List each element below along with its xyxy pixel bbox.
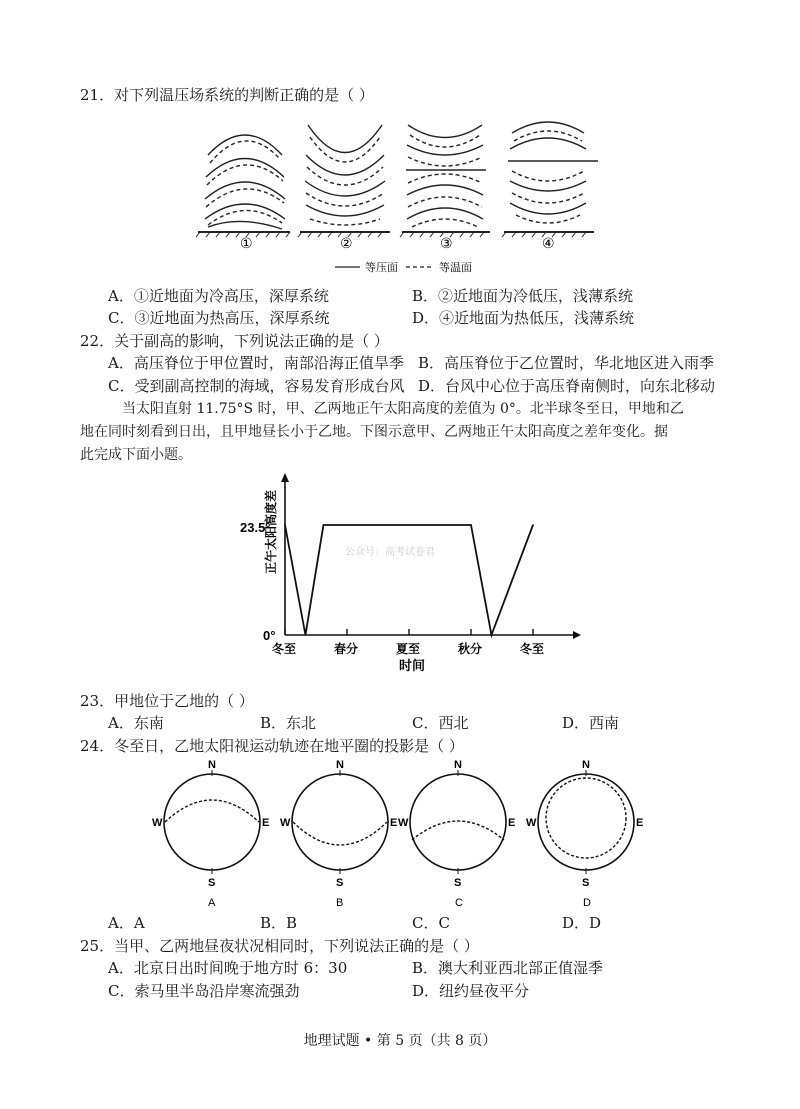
q24-option-a: A．A (108, 914, 145, 932)
series-line (285, 525, 533, 635)
q24-circle-a (152, 759, 269, 909)
svg-text:W: W (280, 817, 291, 829)
noon-sun-altitude-chart (215, 470, 595, 684)
q21-option-a: A．①近地面为冷高压，深厚系统 (108, 287, 329, 305)
svg-text:C: C (455, 897, 463, 909)
q22-option-a: A．高压脊位于甲位置时，南部沿海正值旱季 (108, 354, 404, 372)
q24-circle-c (398, 759, 515, 909)
x-tick-label: 秋分 (458, 642, 483, 656)
svg-text:E: E (390, 817, 398, 829)
q21-stem: 21．对下列温压场系统的判断正确的是（ ） (80, 86, 374, 104)
q23-option-b: B．东北 (260, 714, 317, 732)
q21-label-2: ② (340, 235, 353, 251)
svg-text:S: S (582, 877, 590, 889)
q25-option-b: B．澳大利亚西北部正值湿季 (412, 959, 604, 977)
q22-option-b: B．高压脊位于乙位置时，华北地区进入雨季 (418, 354, 715, 372)
svg-text:N: N (336, 759, 344, 771)
svg-text:S: S (208, 877, 216, 889)
q21-panel-3 (400, 125, 490, 237)
q21-label-1: ① (240, 235, 253, 251)
x-axis-arrow (573, 631, 581, 639)
q25-stem: 25．当甲、乙两地昼夜状况相同时，下列说法正确的是（ ） (80, 937, 479, 955)
q21-panel-2 (298, 125, 390, 237)
q24-option-d: D．D (562, 914, 602, 932)
watermark: 公众号：高考试卷君 (345, 547, 435, 558)
q21-panel-1 (196, 135, 290, 237)
x-tick-label: 冬至 (520, 642, 545, 656)
q24-option-b: B．B (260, 914, 298, 932)
x-tick-label: 夏至 (396, 642, 421, 656)
x-axis-label: 时间 (399, 658, 426, 673)
q24-option-c: C．C (412, 914, 450, 932)
q21-option-b: B．②近地面为冷低压，浅薄系统 (412, 287, 634, 305)
svg-text:D: D (583, 897, 591, 909)
q21-option-c: C．③近地面为热高压，深厚系统 (108, 309, 330, 327)
q21-label-4: ④ (542, 235, 555, 251)
svg-text:E: E (508, 817, 516, 829)
svg-text:A: A (208, 897, 216, 909)
y-tick-23-5: 23.5° (240, 520, 271, 535)
q23-option-d: D．西南 (562, 714, 620, 732)
q21-label-3: ③ (440, 235, 453, 251)
q21-option-d: D．④近地面为热低压，浅薄系统 (412, 309, 635, 327)
q21-panel-4 (502, 122, 598, 237)
svg-text:N: N (454, 759, 462, 771)
q21-figure (190, 115, 610, 284)
q24-stem: 24．冬至日，乙地太阳视运动轨迹在地平圈的投影是（ ） (80, 737, 464, 755)
passage-line-2: 地在同时刻看到日出，且甲地昼长小于乙地。下图示意甲、乙两地正午太阳高度之差年变化。据 (80, 424, 668, 440)
legend-isobar-label: 等压面 (365, 262, 398, 274)
svg-text:N: N (582, 759, 590, 771)
q23-option-a: A．东南 (108, 714, 164, 732)
y-tick-0: 0° (263, 628, 276, 643)
y-axis-arrow (281, 473, 289, 482)
q24-circle-d (526, 759, 643, 909)
svg-text:E: E (262, 817, 270, 829)
q25-option-d: D．纽约昼夜平分 (412, 982, 530, 1000)
q24-figure (140, 758, 660, 917)
svg-text:E: E (636, 817, 644, 829)
legend-isotherm-label: 等温面 (439, 262, 472, 274)
passage-line-3: 此完成下面小题。 (80, 447, 192, 463)
q22-stem: 22．关于副高的影响，下列说法正确的是（ ） (80, 332, 389, 350)
q22-option-c: C．受到副高控制的海域，容易发育形成台风 (108, 377, 405, 395)
q25-option-c: C．索马里半岛沿岸寒流强劲 (108, 982, 300, 1000)
q24-circle-b (280, 759, 397, 909)
y-axis-label: 正午太阳高度差 (264, 489, 278, 574)
page-footer: 地理试题 • 第 5 页（共 8 页） (303, 1033, 497, 1049)
x-tick-label: 春分 (334, 642, 359, 656)
q25-option-a: A．北京日出时间晚于地方时 6：30 (108, 959, 348, 977)
svg-text:W: W (398, 817, 409, 829)
svg-text:N: N (208, 759, 216, 771)
q23-stem: 23．甲地位于乙地的（ ） (80, 692, 254, 710)
passage-line-1: 当太阳直射 11.75°S 时，甲、乙两地正午太阳高度的差值为 0°。北半球冬至日，甲地和乙 (122, 401, 684, 417)
q22-option-d: D．台风中心位于高压脊南侧时，向东北移动 (418, 377, 716, 395)
svg-text:S: S (454, 877, 462, 889)
q23-option-c: C．西北 (412, 714, 469, 732)
svg-text:B: B (336, 897, 344, 909)
x-tick-label: 冬至 (272, 642, 297, 656)
svg-text:W: W (152, 817, 163, 829)
svg-text:W: W (526, 817, 537, 829)
svg-text:S: S (336, 877, 344, 889)
